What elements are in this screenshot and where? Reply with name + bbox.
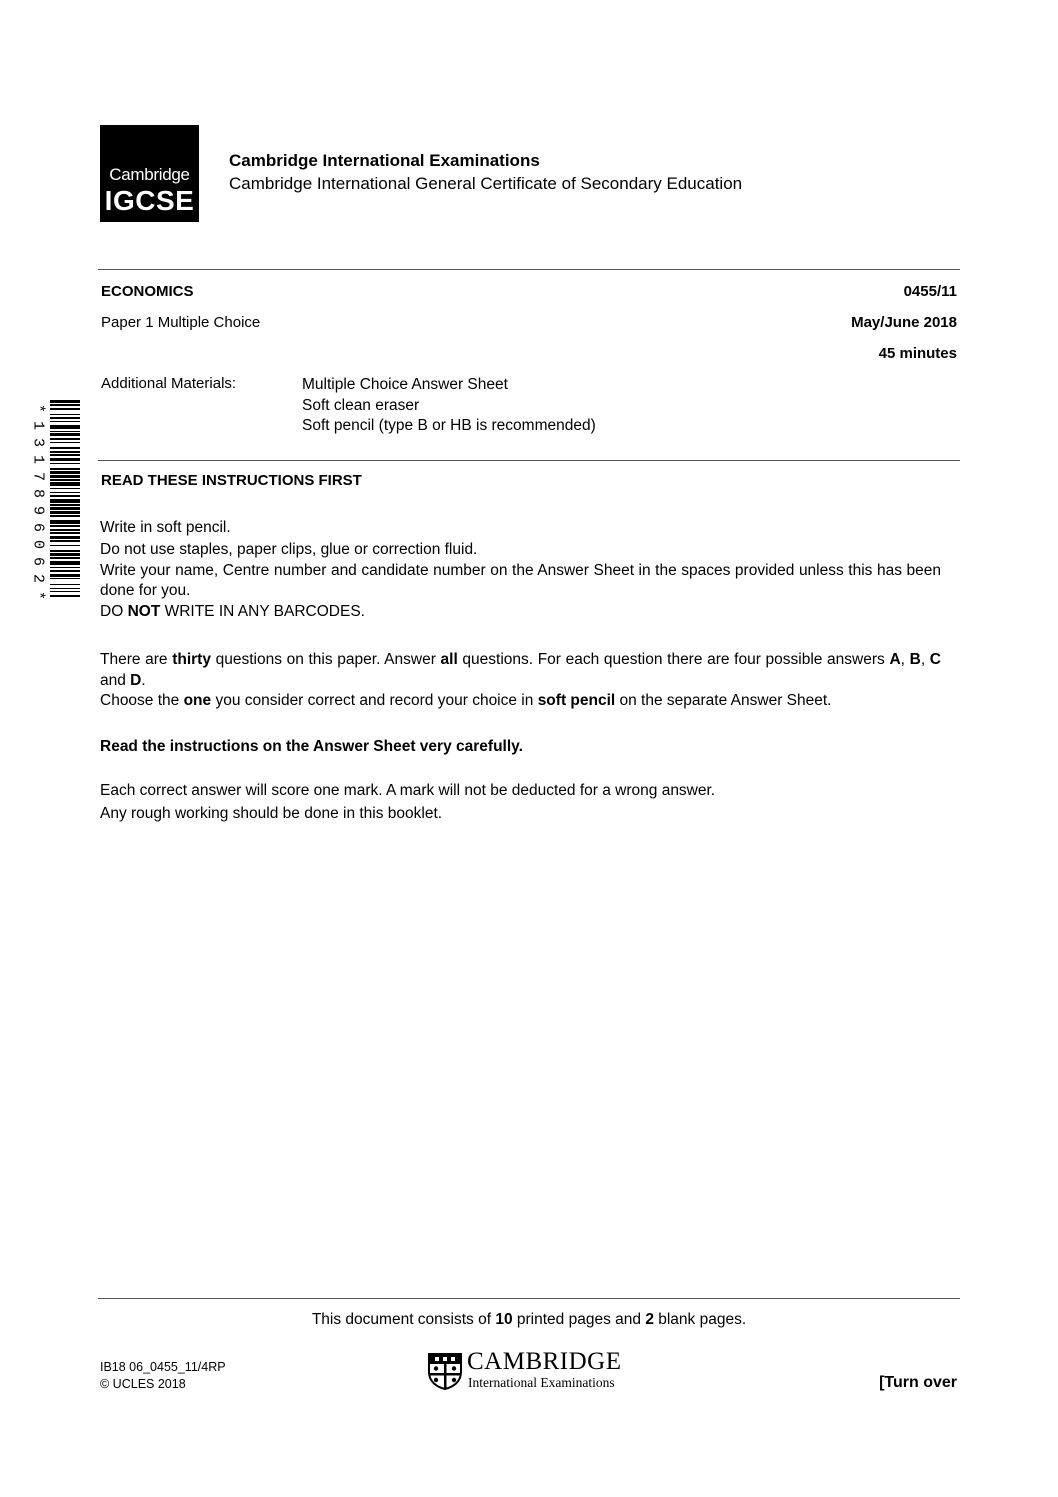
divider-top	[98, 269, 960, 270]
instruction-line: Each correct answer will score one mark. A mark will not be deducted for a wrong answer.	[100, 782, 716, 799]
instruction-paragraph: There are thirty questions on this paper. Answer all questions. For each question there are four possible answers A, B, C and D.	[100, 651, 941, 689]
cambridge-igcse-logo	[100, 125, 199, 222]
barcode-char: 8	[29, 488, 47, 498]
copyright: © UCLES 2018	[100, 1377, 186, 1391]
barcode-char: *	[29, 403, 47, 413]
materials-list	[302, 375, 596, 437]
cambridge-crest-icon	[427, 1352, 463, 1390]
divider-instructions	[98, 460, 960, 461]
barcode-char: 3	[29, 437, 47, 447]
barcode-char: 7	[29, 471, 47, 481]
paper-code: 0455/11	[903, 283, 957, 300]
barcode-char: 2	[29, 573, 47, 583]
instructions-block-1	[100, 517, 941, 623]
barcode-char: 6	[29, 522, 47, 532]
page-count-note: This document consists of 10 printed pages and 2 blank pages.	[311, 1311, 747, 1328]
subject: ECONOMICS	[101, 283, 194, 300]
exam-board-title: Cambridge International Examinations	[229, 151, 540, 170]
logo-line1: Cambridge	[109, 165, 190, 184]
material-item: Soft pencil (type B or HB is recommended)	[302, 417, 596, 434]
instruction-paragraph: Choose the one you consider correct and record your choice in soft pencil on the separate Answer Sheet.	[100, 692, 832, 709]
material-item: Multiple Choice Answer Sheet	[302, 376, 508, 393]
paper-name: Paper 1 Multiple Choice	[101, 314, 261, 331]
barcode-bar	[50, 595, 80, 598]
text-run: WRITE IN ANY BARCODES.	[160, 603, 365, 620]
cambridge-brand-sub: International Examinations	[468, 1375, 615, 1390]
barcode-char: 9	[29, 505, 47, 515]
barcode	[50, 400, 80, 597]
instruction-line: Write in soft pencil.	[100, 519, 231, 536]
material-item: Soft clean eraser	[302, 396, 420, 414]
barcode-number	[28, 400, 48, 600]
barcode-char: 0	[29, 539, 47, 549]
instructions-block-3	[100, 780, 941, 825]
barcode-char: *	[29, 590, 47, 600]
instructions-heading: READ THESE INSTRUCTIONS FIRST	[101, 472, 362, 489]
barcode-char: 6	[29, 556, 47, 566]
instructions-block-2	[100, 650, 941, 712]
qualification-title: Cambridge International General Certificate of Secondary Education	[229, 174, 743, 193]
materials-label: Additional Materials:	[101, 375, 237, 392]
session: May/June 2018	[851, 314, 957, 331]
instruction-line	[100, 601, 941, 623]
answer-sheet-note: Read the instructions on the Answer Sheet very carefully.	[100, 738, 523, 755]
duration: 45 minutes	[878, 345, 957, 362]
document-reference: IB18 06_0455_11/4RP	[100, 1360, 226, 1374]
barcode-char: 1	[29, 420, 47, 430]
logo-line2: IGCSE	[104, 185, 195, 216]
cambridge-brand: CAMBRIDGE	[467, 1348, 622, 1375]
text-run: DO	[100, 603, 128, 620]
instruction-line: Write your name, Centre number and candidate number on the Answer Sheet in the spaces provided unless this has been done for you.	[100, 562, 941, 599]
text-run-bold: NOT	[127, 603, 161, 620]
divider-footer	[98, 1298, 960, 1299]
instruction-line: Any rough working should be done in this booklet.	[100, 804, 443, 822]
barcode-char: 1	[29, 454, 47, 464]
turn-over: [Turn over	[879, 1374, 957, 1391]
instruction-line: Do not use staples, paper clips, glue or correction fluid.	[100, 540, 478, 558]
